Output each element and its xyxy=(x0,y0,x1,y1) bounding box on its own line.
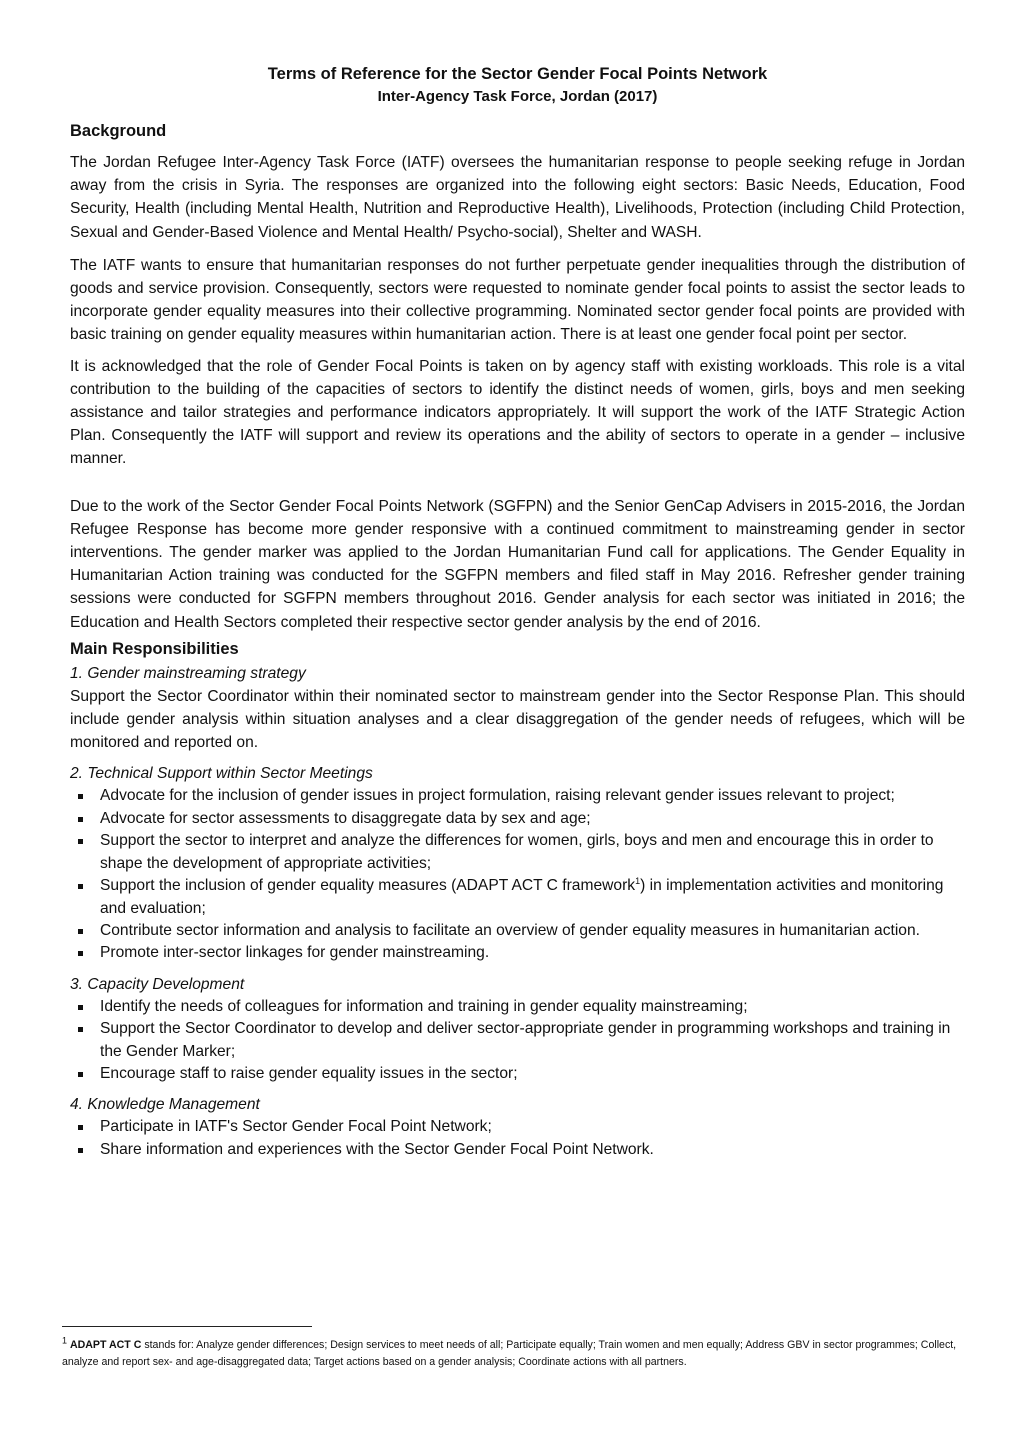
list-item xyxy=(70,920,965,942)
list-item-text: Support the sector to interpret and analyze the differences for women, girls, boys and men and encourage this in order to shape the development of appropriate activities; xyxy=(100,832,934,872)
bullet-icon xyxy=(78,1125,83,1130)
responsibilities-heading: Main Responsibilities xyxy=(70,639,239,658)
list-item xyxy=(70,1063,965,1085)
footnote-marker: 1 xyxy=(62,1335,68,1346)
bullet-icon xyxy=(78,1027,83,1032)
list-item xyxy=(70,785,965,807)
section-3-list xyxy=(70,996,965,1086)
section-2-title: 2. Technical Support within Sector Meetings xyxy=(70,765,373,783)
section-4-list xyxy=(70,1116,965,1161)
bullet-icon xyxy=(78,794,83,799)
footnote xyxy=(62,1337,962,1370)
bullet-icon xyxy=(78,1005,83,1010)
list-item xyxy=(70,830,965,875)
bullet-icon xyxy=(78,839,83,844)
list-item xyxy=(70,808,965,830)
footnote-divider xyxy=(62,1326,312,1327)
list-item-text: Contribute sector information and analysis to facilitate an overview of gender equality measures in humanitarian action. xyxy=(100,921,920,939)
section-2-list xyxy=(70,785,965,964)
list-item-text: Promote inter-sector linkages for gender mainstreaming. xyxy=(100,944,490,962)
list-item-text: Support the Sector Coordinator to develop and deliver sector-appropriate gender in programming workshops and training in the Gender Marker; xyxy=(100,1020,951,1060)
list-item-text: Support the inclusion of gender equality measures (ADAPT ACT C framework xyxy=(100,877,636,895)
list-item-text: Encourage staff to raise gender equality issues in the sector; xyxy=(100,1064,518,1082)
list-item-text: Identify the needs of colleagues for information and training in gender equality mainstreaming; xyxy=(100,997,748,1015)
document-title: Terms of Reference for the Sector Gender Focal Points Network xyxy=(267,65,768,83)
background-heading: Background xyxy=(70,122,167,140)
background-paragraph-2: The IATF wants to ensure that humanitarian responses do not further perpetuate gender inequalities through the distribution of goods and service provision. Consequently, sectors were requested to nominate gender focal points to assist the sector leads to incorporate gender equality measures into their collective programming. Nominated sector gender focal points are provided with basic training on gender equality measures within humanitarian action. There is at least one gender focal point per sector. xyxy=(70,256,965,344)
list-item-text: Advocate for sector assessments to disaggregate data by sex and age; xyxy=(100,809,591,827)
list-item-text: Advocate for the inclusion of gender issues in project formulation, raising relevant gender issues relevant to project; xyxy=(100,787,895,805)
list-item-text: Participate in IATF's Sector Gender Focal Point Network; xyxy=(100,1118,492,1136)
list-item xyxy=(70,1116,965,1138)
footnote-text: stands for: Analyze gender differences; Design services to meet needs of all; Participate equally; Train women and men equally; Address GBV in sector programmes; Collect, analyze and report sex- and age-disaggregated data; Target actions based on a gender analysis; Coordinate actions with all partners. xyxy=(62,1339,957,1368)
list-item-text: Share information and experiences with the Sector Gender Focal Point Network. xyxy=(100,1140,654,1158)
list-item xyxy=(70,1018,965,1063)
bullet-icon xyxy=(78,884,83,889)
section-1-text: Support the Sector Coordinator within their nominated sector to mainstream gender into the Sector Response Plan. This should include gender analysis within situation analyses and a clear disaggregation of the gender needs of refugees, which will be monitored and reported on. xyxy=(70,687,965,752)
list-item xyxy=(70,996,965,1018)
bullet-icon xyxy=(78,1072,83,1077)
list-item xyxy=(70,875,965,920)
list-item xyxy=(70,942,965,964)
section-1-title: 1. Gender mainstreaming strategy xyxy=(70,664,306,682)
footnote-term: ADAPT ACT C xyxy=(69,1339,142,1351)
bullet-icon xyxy=(78,929,83,934)
list-item xyxy=(70,1139,965,1161)
document-body xyxy=(70,62,965,1161)
background-paragraph-4: Due to the work of the Sector Gender Focal Points Network (SGFPN) and the Senior GenCap Advisers in 2015-2016, the Jordan Refugee Response has become more gender responsive with a continued commitment to mainstreaming gender in sector interventions. The gender marker was applied to the Jordan Humanitarian Fund call for applications. The Gender Equality in Humanitarian Action training was conducted for the SGFPN members and filed staff in May 2016. Refresher gender training sessions were conducted for SGFPN members throughout 2016. Gender analysis for each sector was initiated in 2016; the Education and Health Sectors completed their respective sector gender analysis by the end of 2016. xyxy=(70,497,965,631)
section-4-title: 4. Knowledge Management xyxy=(70,1096,260,1114)
list-item-text-continued: ) in implementation activities and monitoring and evaluation; xyxy=(100,877,944,917)
background-paragraph-3: It is acknowledged that the role of Gender Focal Points is taken on by agency staff with existing workloads. This role is a vital contribution to the building of the capacities of sectors to identify the distinct needs of women, girls, boys and men seeking assistance and tailor strategies and performance indicators appropriately. It will support the work of the IATF Strategic Action Plan. Consequently the IATF will support and review its operations and the ability of sectors to operate in a gender – inclusive manner. xyxy=(70,357,965,468)
footnote-reference[interactable]: 1 xyxy=(635,875,641,886)
section-3-title: 3. Capacity Development xyxy=(70,975,245,993)
bullet-icon xyxy=(78,1148,83,1153)
bullet-icon xyxy=(78,951,83,956)
bullet-icon xyxy=(78,817,83,822)
document-subtitle: Inter-Agency Task Force, Jordan (2017) xyxy=(377,88,658,105)
background-paragraph-1: The Jordan Refugee Inter-Agency Task Force (IATF) oversees the humanitarian response to people seeking refuge in Jordan away from the crisis in Syria. The responses are organized into the following eight sectors: Basic Needs, Education, Food Security, Health (including Mental Health, Nutrition and Reproductive Health), Livelihoods, Protection (including Child Protection, Sexual and Gender-Based Violence and Mental Health/ Psycho-social), Shelter and WASH. xyxy=(70,154,965,241)
